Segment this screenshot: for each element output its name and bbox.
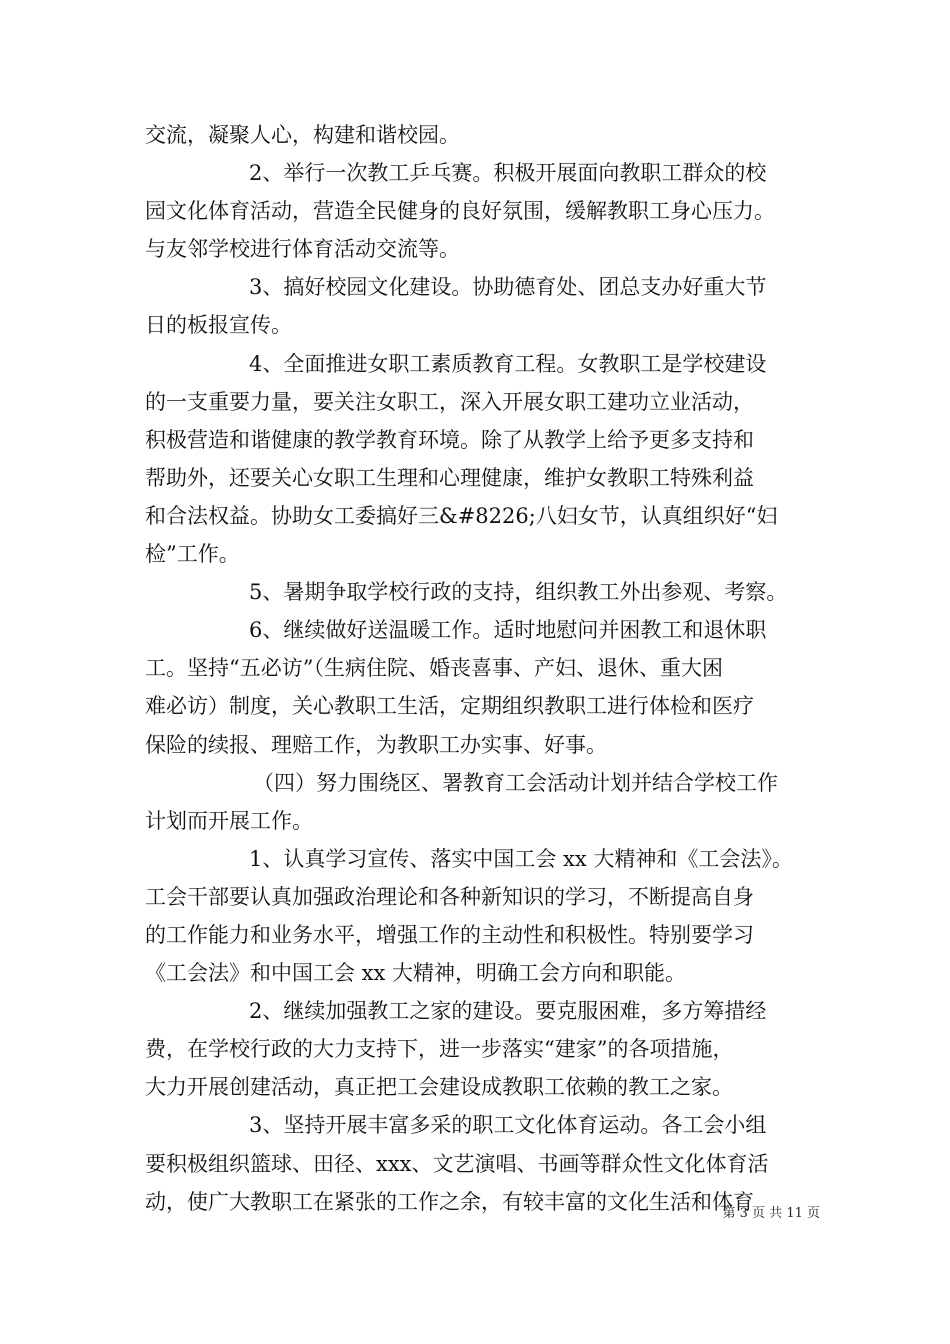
text-line: 工会干部要认真加强政治理论和各种新知识的学习，不断提高自身 bbox=[145, 884, 754, 909]
text-line: 积极营造和谐健康的教学教育环境。除了从教学上给予更多支持和 bbox=[145, 427, 754, 452]
paragraph-2-start: 2、继续加强教工之家的建设。要克服困难，多方筹措经 bbox=[249, 999, 767, 1024]
text-line: 要积极组织篮球、田径、xxx、文艺演唱、书画等群众性文化体育活 bbox=[145, 1151, 769, 1176]
text-line: 日的板报宣传。 bbox=[145, 313, 292, 338]
paragraph-6-start: 6、继续做好送温暖工作。适时地慰问并困教工和退休职 bbox=[249, 618, 767, 643]
text-line: 《工会法》和中国工会 xx 大精神，明确工会方向和职能。 bbox=[145, 961, 687, 986]
text-line: 动，使广大教职工在紧张的工作之余，有较丰富的文化生活和体育 bbox=[145, 1189, 754, 1214]
text-line: 与友邻学校进行体育活动交流等。 bbox=[145, 237, 460, 262]
paragraph-4-start: 4、全面推进女职工素质教育工程。女教职工是学校建设 bbox=[249, 351, 767, 376]
paragraph-1-start: 1、认真学习宣传、落实中国工会 xx 大精神和《工会法》。 bbox=[249, 846, 793, 871]
text-line: 大力开展创建活动，真正把工会建设成教职工依赖的教工之家。 bbox=[145, 1075, 733, 1100]
text-line: 的工作能力和业务水平，增强工作的主动性和积极性。特别要学习 bbox=[145, 922, 754, 947]
text-line: 的一支重要力量，要关注女职工，深入开展女职工建功立业活动， bbox=[145, 389, 754, 414]
text-line: 难必访）制度，关心教职工生活，定期组织教职工进行体检和医疗 bbox=[145, 694, 754, 719]
paragraph-5-start: 5、暑期争取学校行政的支持，组织教工外出参观、考察。 bbox=[249, 580, 788, 605]
text-line: 和合法权益。协助女工委搞好三&#8226;八妇女节，认真组织好“妇 bbox=[145, 503, 778, 528]
text-line: 费，在学校行政的大力支持下，进一步落实“建家”的各项措施， bbox=[145, 1037, 734, 1062]
paragraph-3-start: 3、坚持开展丰富多采的职工文化体育运动。各工会小组 bbox=[249, 1113, 767, 1138]
paragraph-2-start: 2、举行一次教工乒乓赛。积极开展面向教职工群众的校 bbox=[249, 161, 767, 186]
text-line: 保险的续报、理赔工作，为教职工办实事、好事。 bbox=[145, 732, 607, 757]
paragraph-3-start: 3、搞好校园文化建设。协助德育处、团总支办好重大节 bbox=[249, 275, 767, 300]
text-line: 交流，凝聚人心，构建和谐校园。 bbox=[145, 123, 460, 147]
body-text bbox=[145, 116, 815, 1221]
page-number-footer: 第 3 页 共 11 页 bbox=[722, 1206, 820, 1221]
section-heading-4: （四）努力围绕区、署教育工会活动计划并结合学校工作 bbox=[253, 770, 778, 795]
text-line: 工。坚持“五必访”（生病住院、婚丧喜事、产妇、退休、重大困 bbox=[145, 656, 723, 681]
text-line: 检”工作。 bbox=[145, 542, 240, 567]
text-line: 园文化体育活动，营造全民健身的良好氛围，缓解教职工身心压力。 bbox=[145, 199, 775, 224]
text-line: 帮助外，还要关心女职工生理和心理健康，维护女教职工特殊利益 bbox=[145, 465, 754, 490]
text-line: 计划而开展工作。 bbox=[145, 808, 313, 833]
